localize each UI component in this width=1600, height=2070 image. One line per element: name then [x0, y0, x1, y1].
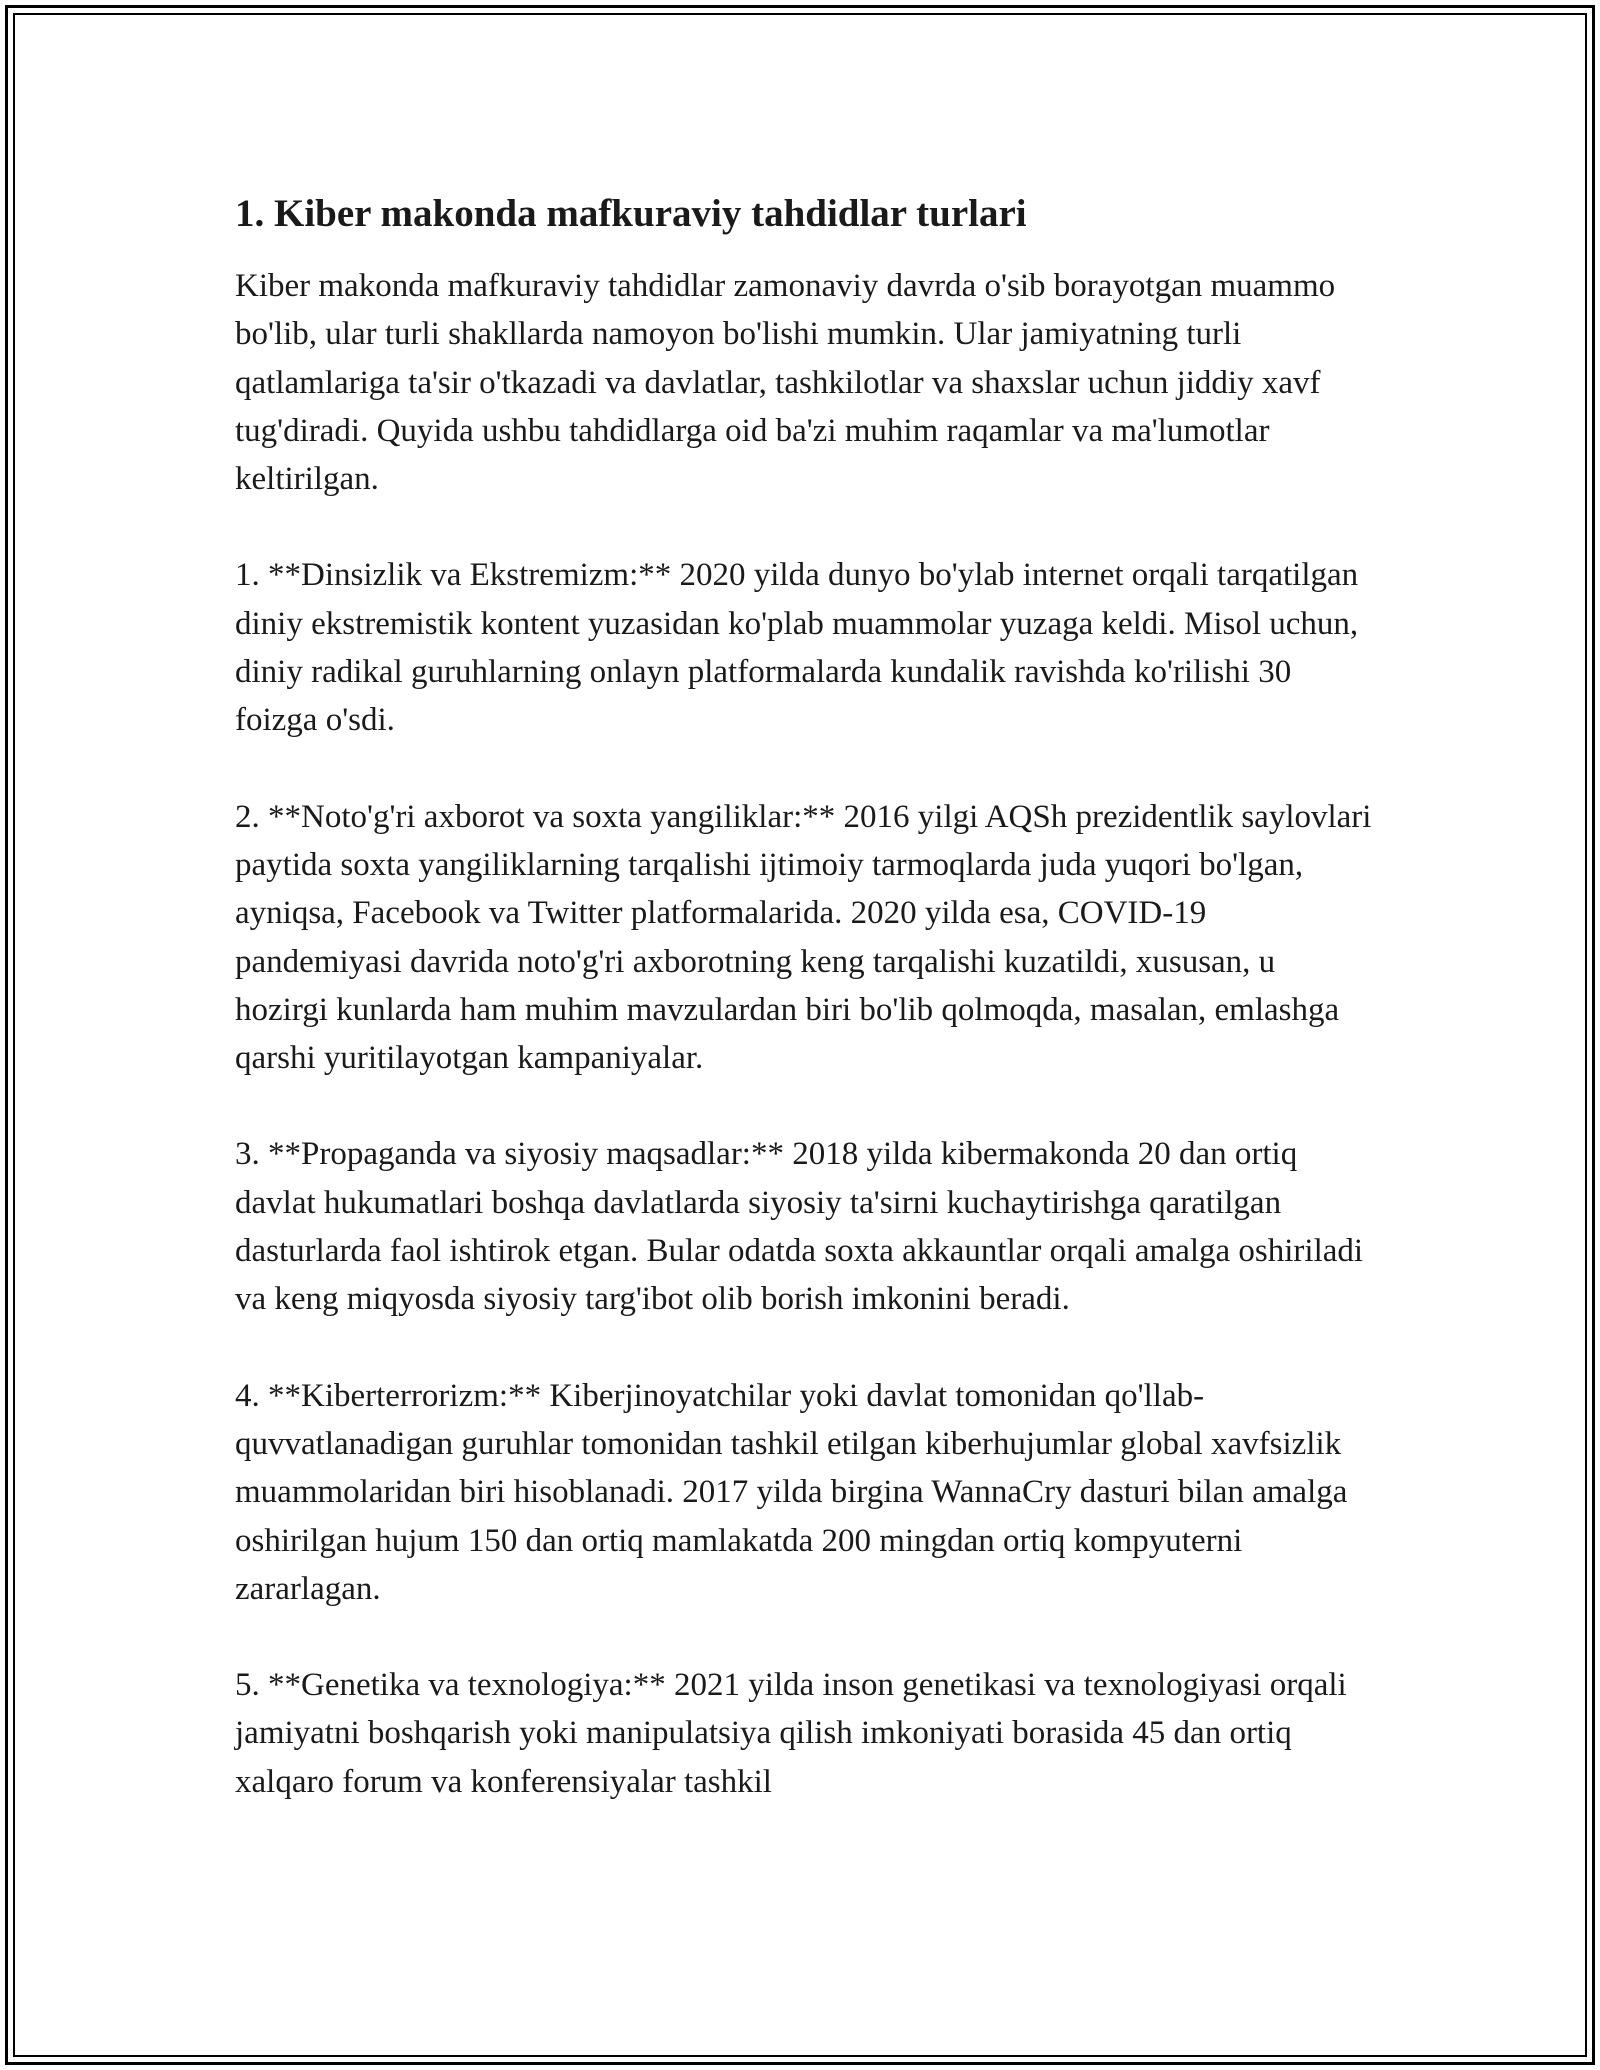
list-item-propaganda: 3. **Propaganda va siyosiy maqsadlar:** 2018 yilda kibermakonda 20 dan ortiq davlat hukumatlari boshqa davlatlarda siyosiy ta'sirni kuchaytirishga qaratilgan dasturlarda faol ishtirok etgan. Bular odatda soxta akkauntlar orqali amalga oshiriladi va keng miqyosda siyosiy targ'ibot olib borish imkonini beradi.	[235, 1136, 1364, 1318]
document-body	[235, 186, 1375, 1806]
list-item-genetics-technology: 5. **Genetika va texnologiya:** 2021 yilda inson genetikasi va texnologiyasi orqali jamiyatni boshqarish yoki manipulatsiya qilish imkoniyati borasida 45 dan ortiq xalqaro forum va konferensiyalar tashkil	[235, 1667, 1347, 1800]
intro-paragraph: Kiber makonda mafkuraviy tahdidlar zamonaviy davrda o'sib borayotgan muammo bo'lib, ular turli shakllarda namoyon bo'lishi mumkin. Ular jamiyatning turli qatlamlariga ta'sir o'tkazadi va davlatlar, tashkilotlar va shaxslar uchun jiddiy xavf tug'diradi. Quyida ushbu tahdidlarga oid ba'zi muhim raqamlar va ma'lumotlar keltirilgan.	[235, 268, 1336, 498]
list-item-misinformation: 2. **Noto'g'ri axborot va soxta yangiliklar:** 2016 yilgi AQSh prezidentlik saylovlari paytida soxta yangiliklarning tarqalishi ijtimoiy tarmoqlarda juda yuqori bo'lgan, ayniqsa, Facebook va Twitter platformalarida. 2020 yilda esa, COVID-19 pandemiyasi davrida noto'g'ri axborotning keng tarqalishi kuzatildi, xususan, u hozirgi kunlarda ham muhim mavzulardan biri bo'lib qolmoqda, masalan, emlashga qarshi yuritilayotgan kampaniyalar.	[235, 798, 1372, 1077]
section-title: 1. Kiber makonda mafkuraviy tahdidlar turlari	[235, 192, 1027, 235]
list-item-cyberterrorism: 4. **Kiberterrorizm:** Kiberjinoyatchilar yoki davlat tomonidan qo'llab-quvvatlanadigan guruhlar tomonidan tashkil etilgan kiberhujumlar global xavfsizlik muammolaridan biri hisoblanadi. 2017 yilda birgina WannaCry dasturi bilan amalga oshirilgan hujum 150 dan ortiq mamlakatda 200 mingdan ortiq kompyuterni zararlagan.	[235, 1377, 1348, 1607]
list-item-extremism: 1. **Dinsizlik va Ekstremizm:** 2020 yilda dunyo bo'ylab internet orqali tarqatilgan diniy ekstremistik kontent yuzasidan ko'plab muammolar yuzaga keldi. Misol uchun, diniy radikal guruhlarning onlayn platformalarda kundalik ravishda ko'rilishi 30 foizga o'sdi.	[235, 557, 1359, 739]
